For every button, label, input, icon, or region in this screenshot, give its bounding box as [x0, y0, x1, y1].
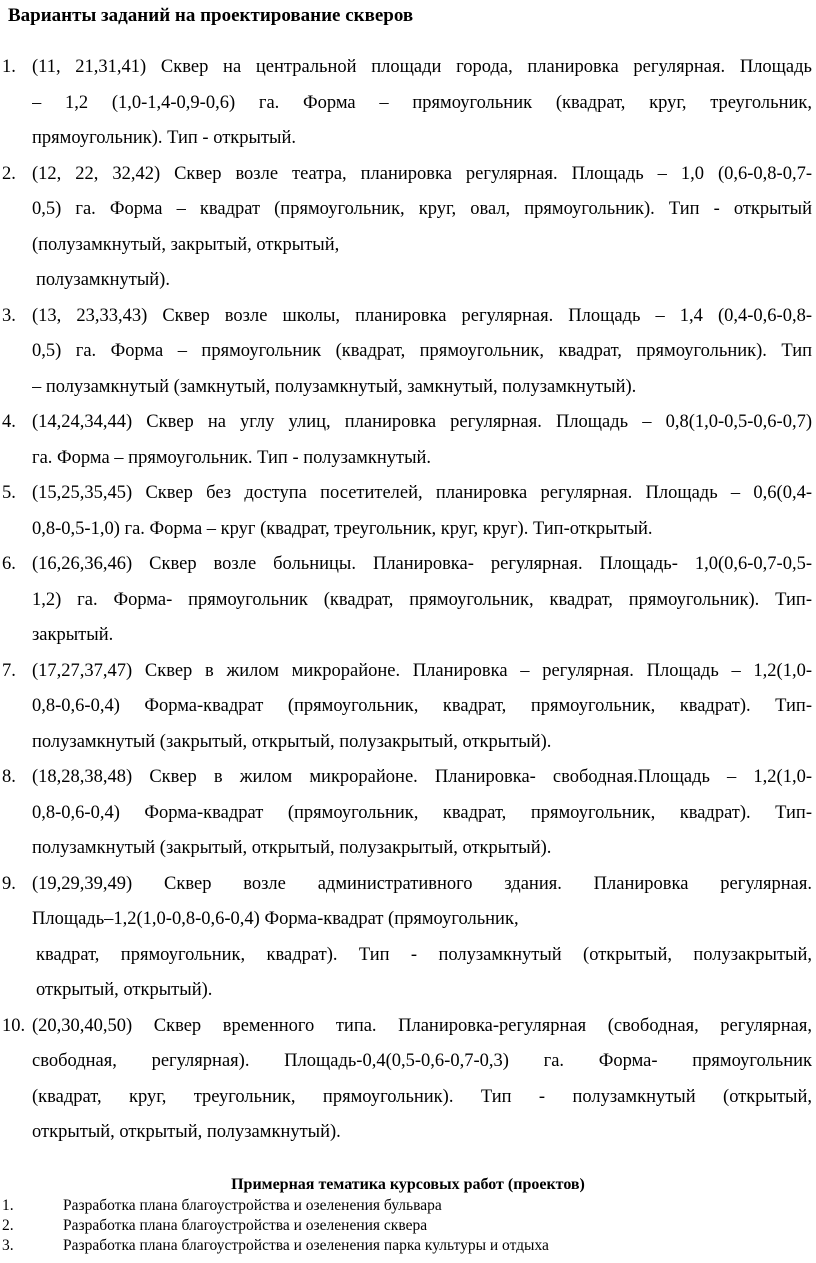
item-line: (19,29,39,49) Сквер возле административного здания. Планировка регулярная.	[32, 873, 812, 894]
item-line: открытый, открытый).	[36, 980, 213, 1000]
item-line: – полузамкнутый (замкнутый, полузамкнутый, замкнутый, полузамкнутый).	[32, 376, 637, 397]
item-number: 8.	[2, 767, 16, 787]
item-line: полузамкнутый (закрытый, открытый, полузакрытый, открытый).	[32, 838, 552, 858]
list-item	[0, 157, 816, 299]
list-item	[0, 1216, 816, 1236]
list-item	[0, 654, 816, 761]
topic-text: Разработка плана благоустройства и озеленения парка культуры и отдыха	[63, 1237, 549, 1254]
item-line: (15,25,35,45) Сквер без доступа посетителей, планировка регулярная. Площадь – 0,6(0,4-	[32, 483, 812, 503]
list-item	[0, 1236, 816, 1256]
item-line: 0,5) га. Форма – квадрат (прямоугольник, круг, овал, прямоугольник). Тип - открытый	[32, 199, 812, 219]
list-item	[0, 405, 816, 476]
item-number: 6.	[2, 554, 16, 574]
item-line: 0,8-0,5-1,0) га. Форма – круг (квадрат, треугольник, круг, круг). Тип-открытый.	[32, 518, 653, 539]
item-line: (14,24,34,44) Сквер на углу улиц, планировка регулярная. Площадь – 0,8(1,0-0,5-0,6-0,7)	[32, 412, 812, 432]
item-line: – 1,2 (1,0-1,4-0,9-0,6) га. Форма – прямоугольник (квадрат, круг, треугольник,	[32, 92, 812, 113]
item-line: свободная, регулярная). Площадь-0,4(0,5-0,6-0,7-0,3) га. Форма- прямоугольник	[32, 1051, 812, 1071]
list-item	[0, 476, 816, 547]
item-line: 0,8-0,6-0,4) Форма-квадрат (прямоугольник, квадрат, прямоугольник, квадрат). Тип-	[32, 802, 812, 823]
item-line: (квадрат, круг, треугольник, прямоугольник). Тип - полузамкнутый (открытый,	[32, 1086, 812, 1107]
topic-text: Разработка плана благоустройства и озеленения бульвара	[63, 1197, 442, 1214]
item-line: полузамкнутый).	[36, 270, 170, 290]
item-line: 1,2) га. Форма- прямоугольник (квадрат, прямоугольник, квадрат, прямоугольник). Тип-	[32, 589, 812, 610]
item-number: 4.	[2, 412, 16, 432]
document-title: Варианты заданий на проектирование скверов	[8, 5, 414, 26]
list-item	[0, 1196, 816, 1216]
item-line: 0,5) га. Форма – прямоугольник (квадрат, прямоугольник, квадрат, прямоугольник). Тип	[32, 341, 812, 361]
item-line: (11, 21,31,41) Сквер на центральной площади города, планировка регулярная. Площадь	[32, 57, 812, 77]
list-item	[0, 1009, 816, 1151]
topic-text: Разработка плана благоустройства и озеленения сквера	[63, 1217, 428, 1234]
item-line: 0,8-0,6-0,4) Форма-квадрат (прямоугольник, квадрат, прямоугольник, квадрат). Тип-	[32, 696, 812, 716]
item-line: (12, 22, 32,42) Сквер возле театра, планировка регулярная. Площадь – 1,0 (0,6-0,8-0,7-	[32, 163, 812, 184]
item-number: 2.	[2, 163, 16, 184]
item-line: квадрат, прямоугольник, квадрат). Тип - полузамкнутый (открытый, полузакрытый,	[36, 944, 812, 965]
list-item	[0, 299, 816, 406]
assignment-list	[0, 50, 816, 1151]
section-title: Примерная тематика курсовых работ (проектов)	[231, 1176, 585, 1193]
list-item	[0, 547, 816, 654]
item-line: Площадь–1,2(1,0-0,8-0,6-0,4) Форма-квадрат (прямоугольник,	[32, 909, 519, 929]
item-line: открытый, открытый, полузамкнутый).	[32, 1122, 341, 1142]
item-number: 10.	[2, 1015, 26, 1036]
list-item	[0, 867, 816, 1009]
item-number: 7.	[2, 660, 16, 681]
topic-number: 2.	[2, 1217, 14, 1234]
list-item	[0, 50, 816, 157]
topics-list	[0, 1196, 816, 1256]
item-line: га. Форма – прямоугольник. Тип - полузамкнутый.	[32, 447, 432, 468]
item-number: 9.	[2, 873, 16, 894]
item-number: 1.	[2, 57, 16, 77]
item-number: 5.	[2, 483, 16, 503]
item-line: прямоугольник). Тип - открытый.	[32, 128, 297, 148]
topic-number: 1.	[2, 1197, 14, 1214]
item-line: полузамкнутый (закрытый, открытый, полузакрытый, открытый).	[32, 731, 552, 752]
item-number: 3.	[2, 305, 16, 326]
item-line: (20,30,40,50) Сквер временного типа. Планировка-регулярная (свободная, регулярная,	[32, 1015, 812, 1036]
topic-number: 3.	[2, 1237, 14, 1254]
item-line: (16,26,36,46) Сквер возле больницы. Планировка- регулярная. Площадь- 1,0(0,6-0,7-0,5-	[32, 554, 812, 574]
item-line: (17,27,37,47) Сквер в жилом микрорайоне. Планировка – регулярная. Площадь – 1,2(1,0-	[32, 660, 812, 681]
item-line: закрытый.	[32, 625, 114, 645]
item-line: (18,28,38,48) Сквер в жилом микрорайоне. Планировка- свободная.Площадь – 1,2(1,0-	[32, 767, 812, 787]
item-line: (полузамкнутый, закрытый, открытый,	[32, 234, 340, 255]
list-item	[0, 760, 816, 867]
item-line: (13, 23,33,43) Сквер возле школы, планировка регулярная. Площадь – 1,4 (0,4-0,6-0,8-	[32, 305, 812, 326]
